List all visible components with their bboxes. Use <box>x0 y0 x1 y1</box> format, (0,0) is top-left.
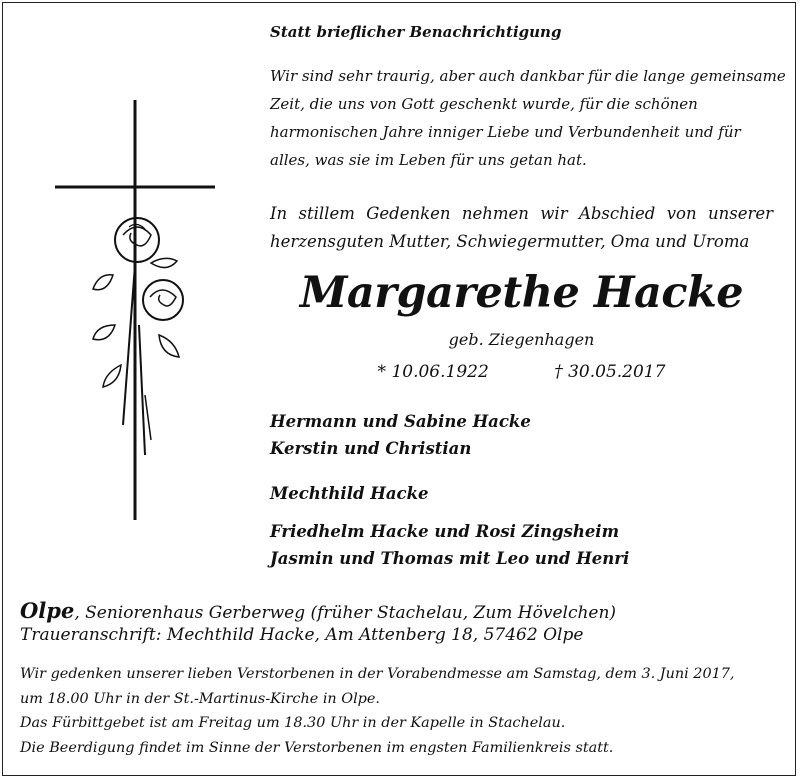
mourner-group <box>270 518 629 572</box>
birth-date: * 10.06.1922 <box>377 362 489 382</box>
note-line: Das Fürbittgebet ist am Freitag um 18.30 Uhr in der Kapelle in Stachelau. <box>20 715 566 731</box>
mourner-line: Hermann und Sabine Hacke <box>270 412 531 431</box>
intro-heading: Statt brieflicher Benachrichtigung <box>270 23 562 41</box>
note-line: um 18.00 Uhr in der St.-Martinus-Kirche in Olpe. <box>20 690 380 707</box>
farewell-text <box>270 200 773 256</box>
farewell-line: herzensguten Mutter, Schwiegermutter, Oma und Uroma <box>270 232 750 251</box>
note-line: Die Beerdigung findet im Sinne der Verstorbenen im engsten Familienkreis statt. <box>20 739 614 756</box>
mourner-line: Friedhelm Hacke und Rosi Zingsheim <box>270 522 620 541</box>
maiden-name: geb. Ziegenhagen <box>448 330 595 349</box>
location-city: Olpe <box>20 598 75 623</box>
life-dates <box>270 362 773 382</box>
farewell-line: In stillem Gedenken nehmen wir Abschied von unserer <box>270 204 773 223</box>
mourner-group <box>270 480 429 507</box>
mourner-group <box>270 408 531 462</box>
location-detail: , Seniorenhaus Gerberweg (früher Stachelau, Zum Hövelchen) <box>74 603 617 623</box>
deceased-name: Margarethe Hacke <box>299 268 744 318</box>
location-line <box>20 598 616 623</box>
note-line: Wir gedenken unserer lieben Verstorbenen in der Vorabendmesse am Samstag, dem 3. Juni 2017, <box>20 666 735 682</box>
death-date: † 30.05.2017 <box>554 362 666 382</box>
mourner-line: Kerstin und Christian <box>270 439 472 458</box>
service-notes <box>20 662 735 760</box>
mourning-address: Traueranschrift: Mechthild Hacke, Am Attenberg 18, 57462 Olpe <box>20 625 584 645</box>
mourner-line: Mechthild Hacke <box>270 484 429 503</box>
intro-line: Wir sind sehr traurig, aber auch dankbar für die lange gemeinsame <box>270 67 786 85</box>
cross-with-roses-icon <box>55 95 220 525</box>
intro-line: harmonischen Jahre inniger Liebe und Verbundenheit und für <box>270 123 741 141</box>
intro-line: Zeit, die uns von Gott geschenkt wurde, für die schönen <box>270 95 698 113</box>
mourner-line: Jasmin und Thomas mit Leo und Henri <box>270 549 630 568</box>
intro-text <box>270 62 786 174</box>
intro-line: alles, was sie im Leben für uns getan hat. <box>270 151 587 169</box>
